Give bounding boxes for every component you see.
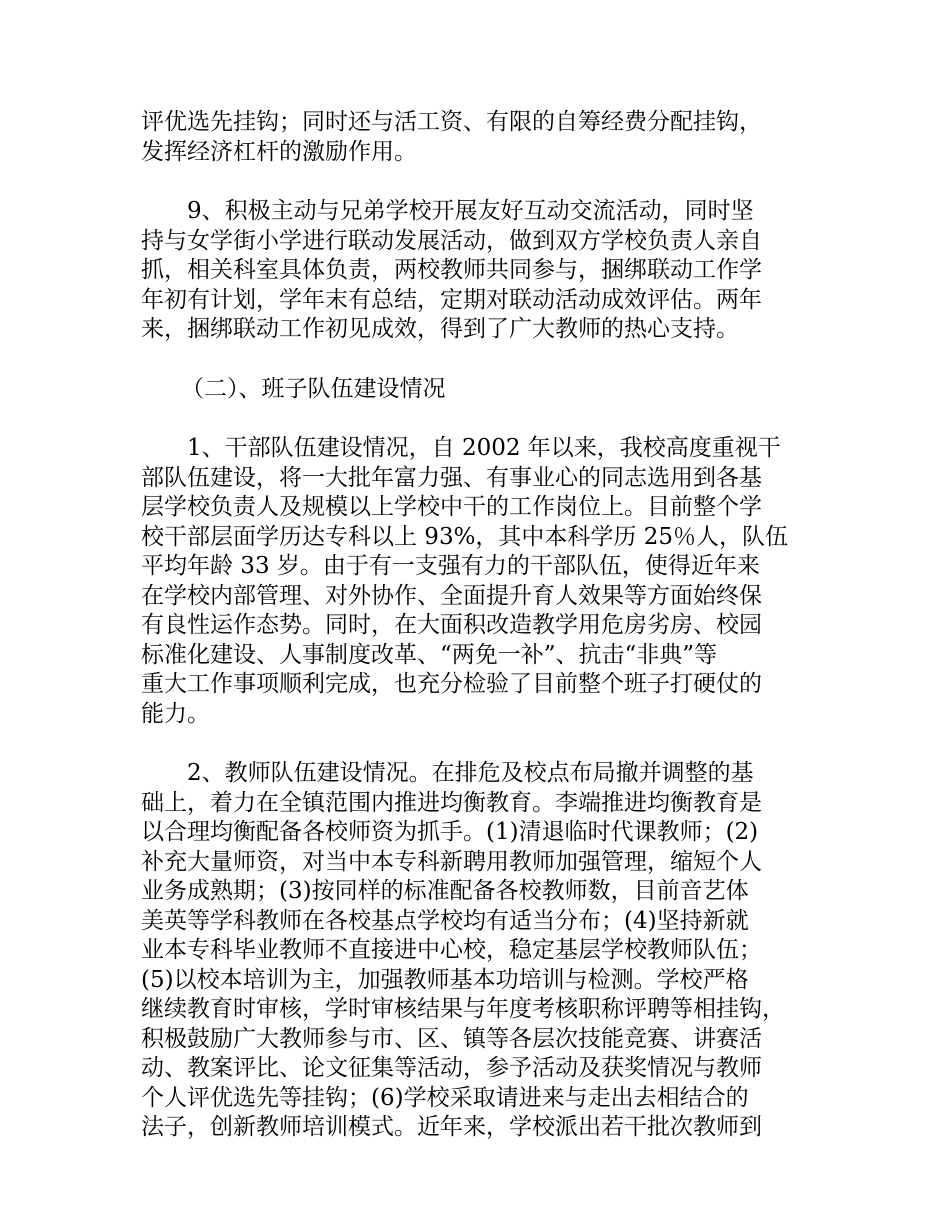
section-heading-text: （二）、班子队伍建设情况	[181, 375, 446, 402]
text-line: 在学校内部管理、对外协作、全面提升育人效果等方面始终保	[141, 582, 762, 609]
text-line: 业务成熟期；(3)按同样的标准配备各校教师数，目前音艺体	[141, 878, 749, 904]
text-line: 2、教师队伍建设情况。在排危及校点布局撤并调整的基	[141, 760, 754, 786]
text-line: 1、干部队伍建设情况，自 2002 年以来，我校高度重视干	[141, 435, 781, 461]
paragraph-gap	[141, 729, 811, 759]
text-line: 平均年龄 33 岁。由于有一支强有力的干部队伍，使得近年来	[141, 553, 760, 579]
text-line: 能力。	[141, 700, 210, 727]
text-line: 部队伍建设，将一大批年富力强、有事业心的同志选用到各基	[141, 464, 762, 491]
text-line: 础上，着力在全镇范围内推进均衡教育。李端推进均衡教育是	[141, 789, 762, 816]
section-heading	[141, 375, 811, 405]
paragraph-item-9	[141, 197, 811, 345]
text-line: 评优选先挂钩；同时还与活工资、有限的自筹经费分配挂钩，	[141, 109, 762, 135]
text-line: 积极鼓励广大教师参与市、区、镇等各层次技能竞赛、讲赛活	[141, 1025, 762, 1052]
text-line: 美英等学科教师在各校基点学校均有适当分布；(4)坚持新就	[141, 907, 749, 934]
text-line: 持与女学街小学进行联动发展活动，做到双方学校负责人亲自	[141, 227, 762, 254]
text-line: 补充大量师资，对当中本专科新聘用教师加强管理，缩短个人	[141, 848, 762, 875]
paragraph-gap	[141, 167, 811, 197]
text-line: (5)以校本培训为主，加强教师基本功培训与检测。学校严格	[141, 966, 749, 993]
text-line: 以合理均衡配备各校师资为抓手。(1)清退临时代课教师；(2)	[141, 819, 759, 845]
document-page	[141, 108, 811, 1143]
paragraph-item-1	[141, 434, 811, 729]
text-line: 9、积极主动与兄弟学校开展友好互动交流活动，同时坚	[141, 198, 754, 224]
text-line: 标准化建设、人事制度改革、“两免一补”、抗击“非典”等	[141, 641, 718, 668]
text-line: 重大工作事项顺利完成，也充分检验了目前整个班子打硬仗的	[141, 671, 762, 697]
text-line: 校干部层面学历达专科以上 93%，其中本科学历 25％人，队伍	[141, 523, 789, 550]
text-line: 个人评优选先等挂钩；(6)学校采取请进来与走出去相结合的	[141, 1084, 749, 1111]
text-line: 发挥经济杠杆的激励作用。	[141, 138, 417, 165]
text-line: 继续教育时审核，学时审核结果与年度考核职称评聘等相挂钩，	[141, 996, 785, 1022]
text-line: 来，捆绑联动工作初见成效，得到了广大教师的热心支持。	[141, 316, 739, 342]
text-line: 年初有计划，学年末有总结，定期对联动活动成效评估。两年	[141, 286, 762, 313]
text-line: 动、教案评比、论文征集等活动，参予活动及获奖情况与教师	[141, 1055, 762, 1081]
text-line: 层学校负责人及规模以上学校中干的工作岗位上。目前整个学	[141, 494, 762, 520]
text-line: 法子，创新教师培训模式。近年来，学校派出若干批次教师到	[141, 1114, 762, 1140]
paragraph-gap	[141, 345, 811, 375]
text-line: 抓，相关科室具体负责，两校教师共同参与，捆绑联动工作学	[141, 257, 762, 283]
paragraph-gap	[141, 404, 811, 434]
text-line: 有良性运作态势。同时，在大面积改造教学用危房劣房、校园	[141, 612, 762, 638]
text-line: 业本专科毕业教师不直接进中心校，稳定基层学校教师队伍；	[141, 937, 762, 963]
paragraph-continued	[141, 108, 811, 167]
paragraph-item-2	[141, 759, 811, 1143]
